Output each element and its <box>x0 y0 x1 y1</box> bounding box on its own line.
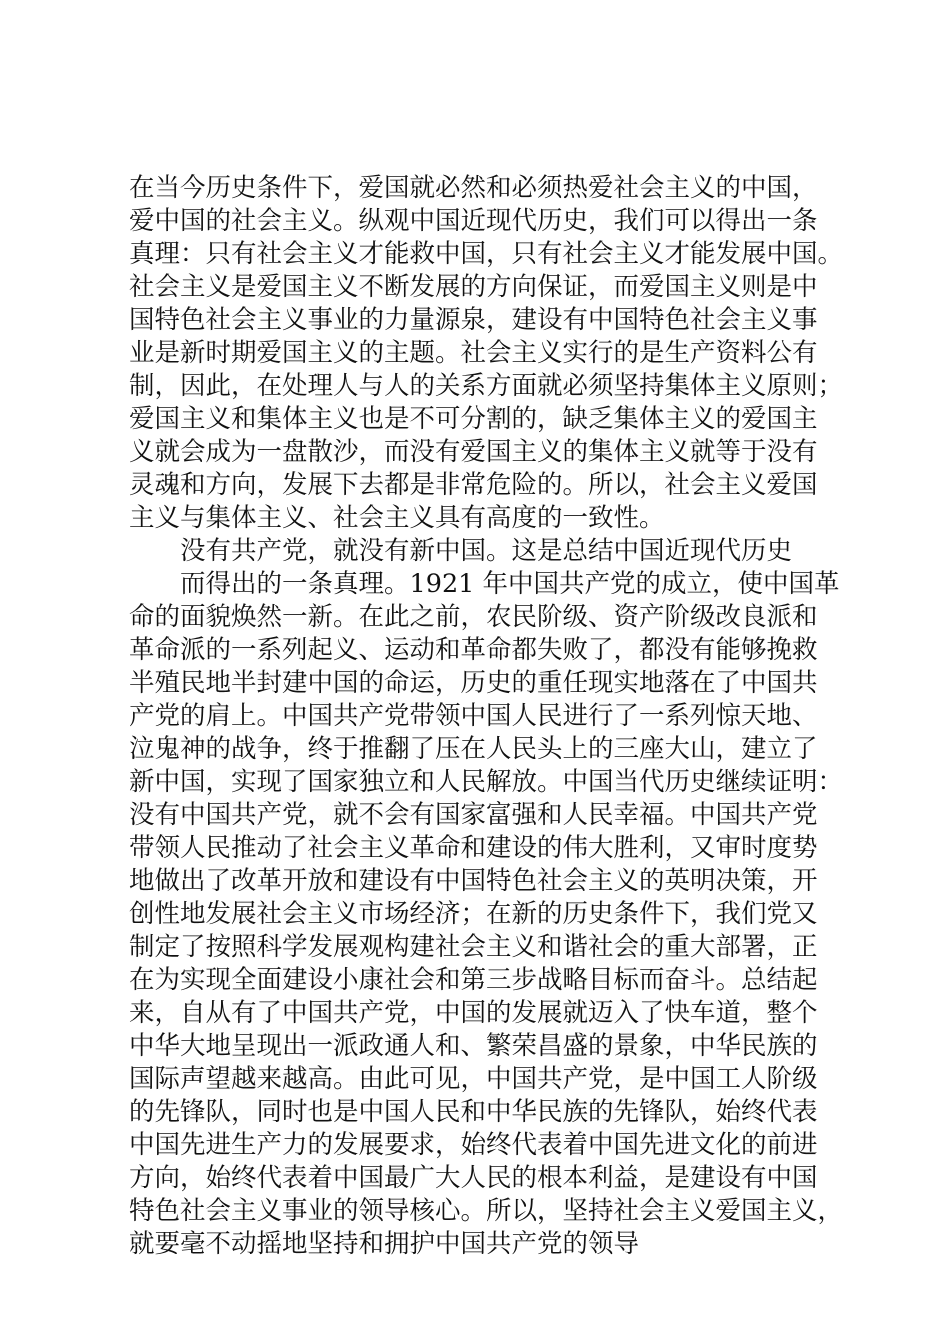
text-line: 国际声望越来越高。由此可见，中国共产党，是中国工人阶级 <box>129 1064 818 1094</box>
text-line: 革命派的一系列起义、运动和革命都失败了，都没有能够挽救 <box>129 635 818 665</box>
text-line: 灵魂和方向，发展下去都是非常危险的。所以，社会主义爱国 <box>129 470 818 500</box>
text-line: 真理：只有社会主义才能救中国，只有社会主义才能发展中国。 <box>129 239 844 269</box>
text-line: 业是新时期爱国主义的主题。社会主义实行的是生产资料公有 <box>129 338 818 368</box>
paragraph-start-line: 没有共产党，就没有新中国。这是总结中国近现代历史 <box>180 536 793 566</box>
text-line: 新中国，实现了国家独立和人民解放。中国当代历史继续证明： <box>129 767 844 797</box>
text-line: 泣鬼神的战争，终于推翻了压在人民头上的三座大山，建立了 <box>129 734 818 764</box>
text-line: 半殖民地半封建中国的命运，历史的重任现实地落在了中国共 <box>129 668 818 698</box>
text-line: 爱国主义和集体主义也是不可分割的，缺乏集体主义的爱国主 <box>129 404 818 434</box>
text-line: 特色社会主义事业的领导核心。所以，坚持社会主义爱国主义， <box>129 1196 844 1226</box>
text-line: 爱中国的社会主义。纵观中国近现代历史，我们可以得出一条 <box>129 206 818 236</box>
text-line: 中国先进生产力的发展要求，始终代表着中国先进文化的前进 <box>129 1130 818 1160</box>
text-line: 义就会成为一盘散沙，而没有爱国主义的集体主义就等于没有 <box>129 437 818 467</box>
text-line: 没有中国共产党，就不会有国家富强和人民幸福。中国共产党 <box>129 800 818 830</box>
text-line: 国特色社会主义事业的力量源泉，建设有中国特色社会主义事 <box>129 305 818 335</box>
text-line: 地做出了改革开放和建设有中国特色社会主义的英明决策，开 <box>129 866 818 896</box>
text-line: 社会主义是爱国主义不断发展的方向保证，而爱国主义则是中 <box>129 272 818 302</box>
text-line: 创性地发展社会主义市场经济；在新的历史条件下，我们党又 <box>129 899 818 929</box>
text-line: 命的面貌焕然一新。在此之前，农民阶级、资产阶级改良派和 <box>129 602 818 632</box>
text-line: 带领人民推动了社会主义革命和建设的伟大胜利，又审时度势 <box>129 833 818 863</box>
text-line: 来，自从有了中国共产党，中国的发展就迈入了快车道，整个 <box>129 998 818 1028</box>
text-line: 制，因此，在处理人与人的关系方面就必须坚持集体主义原则； <box>129 371 844 401</box>
text-line: 在为实现全面建设小康社会和第三步战略目标而奋斗。总结起 <box>129 965 818 995</box>
text-line: 的先锋队，同时也是中国人民和中华民族的先锋队，始终代表 <box>129 1097 818 1127</box>
text-line: 制定了按照科学发展观构建社会主义和谐社会的重大部署，正 <box>129 932 818 962</box>
text-line: 产党的肩上。中国共产党带领中国人民进行了一系列惊天地、 <box>129 701 818 731</box>
text-line: 方向，始终代表着中国最广大人民的根本利益，是建设有中国 <box>129 1163 818 1193</box>
text-line: 就要毫不动摇地坚持和拥护中国共产党的领导 <box>129 1229 640 1259</box>
text-line: 在当今历史条件下，爱国就必然和必须热爱社会主义的中国， <box>129 173 818 203</box>
indented-line: 而得出的一条真理。1921 年中国共产党的成立，使中国革 <box>180 569 840 599</box>
text-line: 中华大地呈现出一派政通人和、繁荣昌盛的景象，中华民族的 <box>129 1031 818 1061</box>
body-text <box>129 172 849 1261</box>
text-line: 主义与集体主义、社会主义具有高度的一致性。 <box>129 503 665 533</box>
